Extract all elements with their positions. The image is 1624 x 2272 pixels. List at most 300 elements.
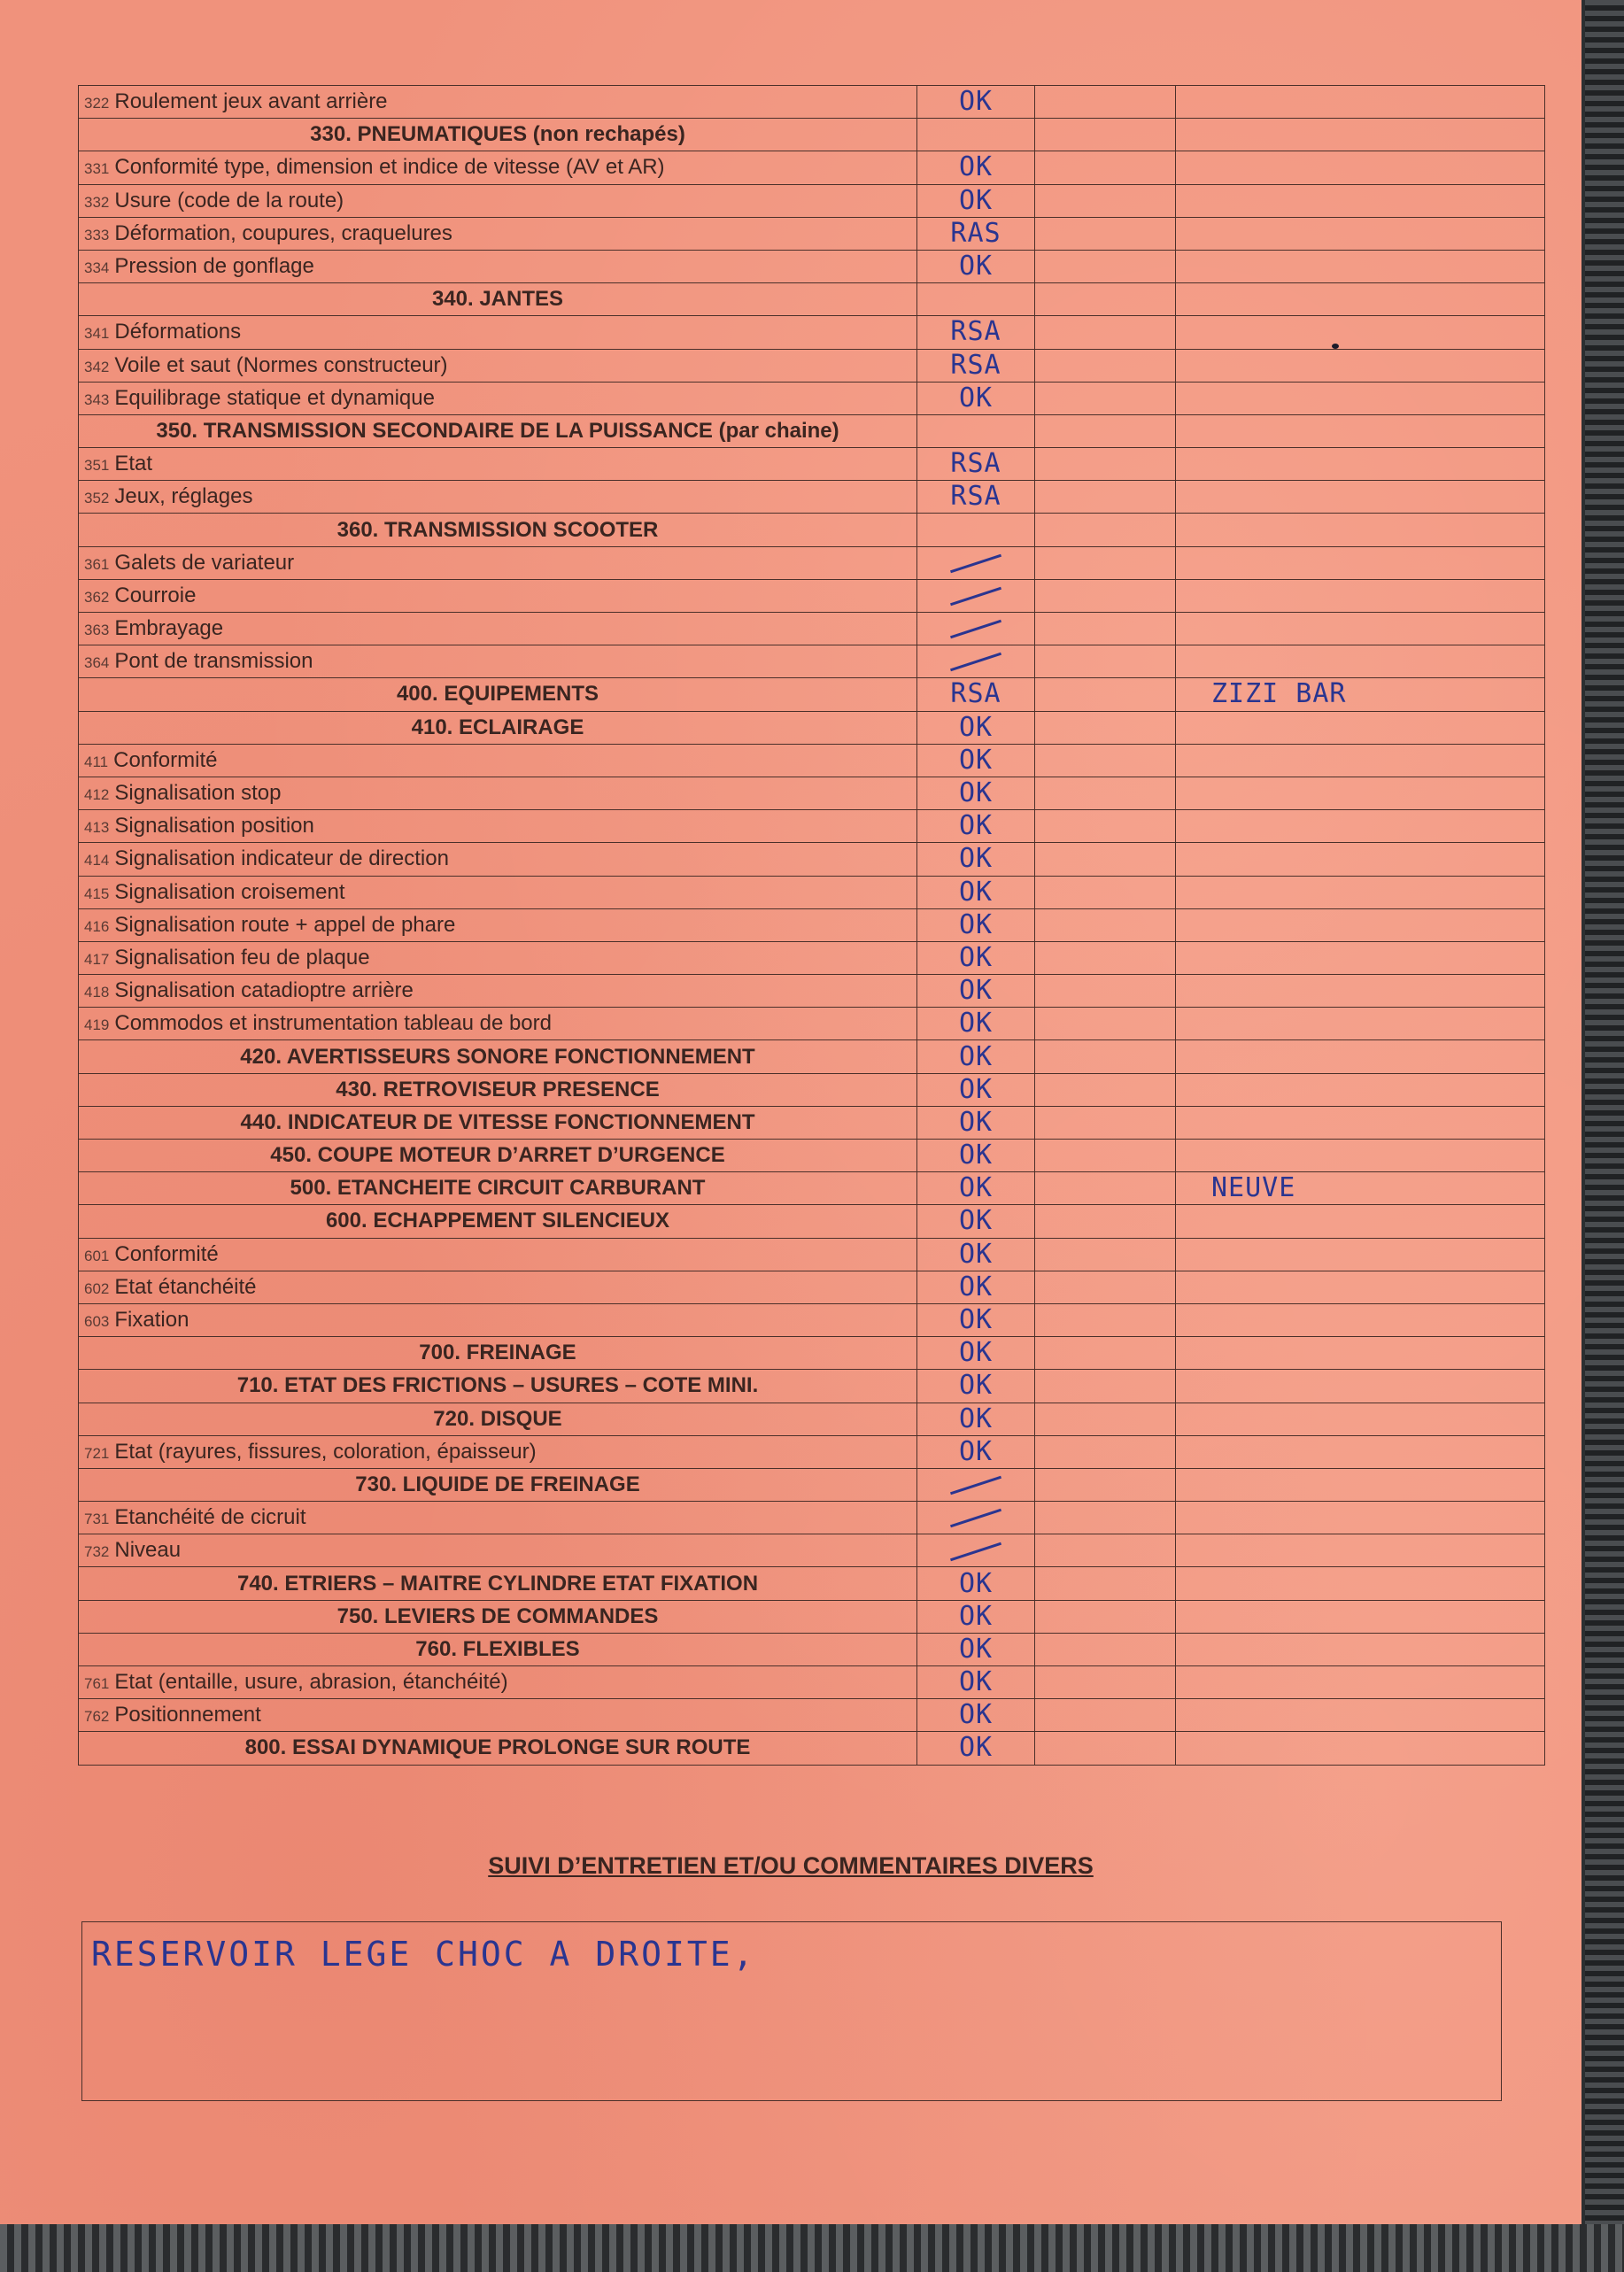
status-cell (917, 678, 1035, 711)
handwritten-status: OK (958, 86, 994, 118)
item-label-cell (79, 1303, 917, 1336)
item-code: 361 (84, 555, 110, 573)
item-label-cell (79, 546, 917, 579)
item-label: Signalisation indicateur de direction (114, 846, 449, 871)
item-code: 363 (84, 622, 110, 639)
table-row (79, 1008, 1545, 1040)
item-label-cell (79, 1403, 917, 1435)
item-label: Conformité type, dimension et indice de vitesse (AV et AR) (114, 155, 665, 180)
handwritten-status: RSA (950, 316, 1001, 348)
comment-cell (1176, 382, 1545, 414)
empty-cell (1035, 414, 1176, 447)
inspection-checklist-table (78, 85, 1545, 1766)
handwritten-status: OK (958, 184, 994, 216)
table-row (79, 1435, 1545, 1468)
comment-cell (1176, 1172, 1545, 1205)
handwritten-status: OK (958, 151, 994, 183)
handwritten-status: OK (958, 1140, 994, 1171)
item-label: Usure (code de la route) (114, 188, 344, 213)
handwritten-status: OK (958, 1370, 994, 1402)
status-cell (917, 382, 1035, 414)
empty-cell (1035, 876, 1176, 908)
handwritten-status: OK (958, 1567, 994, 1599)
status-cell (917, 448, 1035, 481)
table-row (79, 1403, 1545, 1435)
item-label-cell (79, 1600, 917, 1633)
empty-cell (1035, 1073, 1176, 1106)
not-applicable-mark (950, 1509, 1001, 1527)
item-label: Positionnement (114, 1703, 261, 1727)
status-cell (917, 1040, 1035, 1073)
empty-cell (1035, 1567, 1176, 1600)
comment-cell (1176, 1435, 1545, 1468)
empty-cell (1035, 975, 1176, 1008)
item-code: 362 (84, 588, 110, 606)
comment-cell (1176, 1370, 1545, 1403)
empty-cell (1035, 1140, 1176, 1172)
item-label: Voile et saut (Normes constructeur) (114, 352, 448, 377)
empty-cell (1035, 777, 1176, 809)
table-row (79, 151, 1545, 184)
comment-cell (1176, 810, 1545, 843)
item-code: 601 (84, 1247, 110, 1264)
item-label-cell (79, 1567, 917, 1600)
empty-cell (1035, 1172, 1176, 1205)
status-cell (917, 1271, 1035, 1303)
table-row (79, 777, 1545, 809)
empty-cell (1035, 382, 1176, 414)
item-label: Conformité (114, 1241, 219, 1266)
table-row (79, 448, 1545, 481)
handwritten-status: OK (958, 1666, 994, 1698)
handwritten-status: OK (958, 1435, 994, 1467)
empty-cell (1035, 1337, 1176, 1370)
table-row (79, 613, 1545, 645)
item-code: 364 (84, 654, 110, 672)
table-row (79, 1534, 1545, 1567)
comment-cell (1176, 184, 1545, 217)
table-row (79, 1468, 1545, 1501)
comment-cell (1176, 86, 1545, 119)
handwritten-status: OK (958, 1040, 994, 1072)
comment-cell (1176, 1073, 1545, 1106)
item-label: Déformation, coupures, craquelures (114, 220, 452, 245)
comment-cell (1176, 1205, 1545, 1238)
table-row (79, 217, 1545, 250)
empty-cell (1035, 1370, 1176, 1403)
comment-cell (1176, 678, 1545, 711)
table-row (79, 975, 1545, 1008)
comment-cell (1176, 151, 1545, 184)
table-row (79, 1040, 1545, 1073)
table-row (79, 678, 1545, 711)
empty-cell (1035, 481, 1176, 514)
item-label-cell (79, 86, 917, 119)
status-cell (917, 579, 1035, 612)
status-cell (917, 876, 1035, 908)
table-row (79, 119, 1545, 151)
empty-cell (1035, 1238, 1176, 1271)
table-row (79, 579, 1545, 612)
status-cell (917, 86, 1035, 119)
not-applicable-mark (950, 620, 1001, 638)
empty-cell (1035, 1106, 1176, 1139)
status-cell (917, 908, 1035, 941)
status-cell (917, 941, 1035, 974)
item-label: 450. COUPE MOTEUR D’ARRET D’URGENCE (270, 1143, 725, 1168)
item-label-cell (79, 975, 917, 1008)
handwritten-status: OK (958, 941, 994, 973)
comment-cell (1176, 1666, 1545, 1699)
comment-cell (1176, 1106, 1545, 1139)
comment-cell (1176, 349, 1545, 382)
empty-cell (1035, 744, 1176, 777)
table-row (79, 1633, 1545, 1665)
empty-cell (1035, 579, 1176, 612)
empty-cell (1035, 217, 1176, 250)
table-row (79, 1370, 1545, 1403)
comment-cell (1176, 645, 1545, 678)
handwritten-status: OK (958, 1271, 994, 1302)
item-code: 413 (84, 819, 110, 837)
empty-cell (1035, 1303, 1176, 1336)
table-row (79, 86, 1545, 119)
empty-cell (1035, 546, 1176, 579)
status-cell (917, 1106, 1035, 1139)
item-label-cell (79, 1732, 917, 1765)
item-label-cell (79, 481, 917, 514)
item-code: 343 (84, 390, 110, 408)
item-code: 331 (84, 160, 110, 178)
table-row (79, 1205, 1545, 1238)
item-label-cell (79, 283, 917, 316)
status-cell (917, 514, 1035, 546)
comment-cell (1176, 711, 1545, 744)
item-label: Etat étanchéité (114, 1274, 257, 1299)
item-label: 360. TRANSMISSION SCOOTER (336, 517, 659, 542)
item-label-cell (79, 579, 917, 612)
status-cell (917, 1403, 1035, 1435)
status-cell (917, 1303, 1035, 1336)
item-label: 420. AVERTISSEURS SONORE FONCTIONNEMENT (240, 1044, 755, 1069)
status-cell (917, 975, 1035, 1008)
item-label: 760. FLEXIBLES (415, 1636, 580, 1661)
empty-cell (1035, 908, 1176, 941)
item-code: 351 (84, 457, 110, 475)
status-cell (917, 1699, 1035, 1732)
item-code: 419 (84, 1016, 110, 1034)
handwritten-status: OK (958, 1008, 994, 1039)
item-label-cell (79, 1699, 917, 1732)
handwritten-note: NEUVE (1211, 1172, 1296, 1204)
item-label-cell (79, 1435, 917, 1468)
status-cell (917, 711, 1035, 744)
comment-cell (1176, 744, 1545, 777)
empty-cell (1035, 1666, 1176, 1699)
status-cell (917, 217, 1035, 250)
table-row (79, 810, 1545, 843)
table-row (79, 1140, 1545, 1172)
not-applicable-mark (950, 653, 1001, 671)
handwritten-status: OK (958, 1600, 994, 1632)
item-label: 800. ESSAI DYNAMIQUE PROLONGE SUR ROUTE (244, 1735, 751, 1760)
comment-cell (1176, 1337, 1545, 1370)
table-row (79, 1073, 1545, 1106)
item-label: 350. TRANSMISSION SECONDAIRE DE LA PUISSANCE (par chaine) (156, 418, 839, 443)
empty-cell (1035, 941, 1176, 974)
status-cell (917, 1073, 1035, 1106)
status-cell (917, 1666, 1035, 1699)
item-label: Fixation (114, 1308, 189, 1333)
status-cell (917, 1633, 1035, 1665)
table-row (79, 414, 1545, 447)
item-label: 750. LEVIERS DE COMMANDES (336, 1604, 659, 1628)
comment-cell (1176, 777, 1545, 809)
item-label: Etanchéité de cicruit (114, 1505, 306, 1530)
item-label: 340. JANTES (431, 287, 564, 312)
status-cell (917, 481, 1035, 514)
item-label-cell (79, 941, 917, 974)
item-label-cell (79, 151, 917, 184)
status-cell (917, 119, 1035, 151)
table-row (79, 1106, 1545, 1139)
item-label-cell (79, 250, 917, 282)
handwritten-status: OK (958, 1238, 994, 1270)
status-cell (917, 184, 1035, 217)
comment-cell (1176, 1502, 1545, 1534)
table-row (79, 1567, 1545, 1600)
item-code: 731 (84, 1511, 110, 1528)
empty-cell (1035, 810, 1176, 843)
status-cell (917, 316, 1035, 349)
table-row (79, 1666, 1545, 1699)
item-label: 410. ECLAIRAGE (411, 715, 584, 739)
comment-cell (1176, 1238, 1545, 1271)
item-label-cell (79, 1666, 917, 1699)
empty-cell (1035, 86, 1176, 119)
comment-cell (1176, 1468, 1545, 1501)
comment-cell (1176, 283, 1545, 316)
status-cell (917, 1337, 1035, 1370)
item-label-cell (79, 1008, 917, 1040)
handwritten-status: OK (958, 1337, 994, 1369)
status-cell (917, 613, 1035, 645)
comment-cell (1176, 1040, 1545, 1073)
comment-cell (1176, 316, 1545, 349)
item-label: Signalisation stop (114, 781, 282, 806)
comment-cell (1176, 941, 1545, 974)
item-label-cell (79, 414, 917, 447)
handwritten-status: OK (958, 975, 994, 1007)
item-code: 352 (84, 490, 110, 507)
status-cell (917, 1172, 1035, 1205)
item-label: Signalisation position (114, 814, 314, 838)
handwritten-status: OK (958, 251, 994, 282)
item-label-cell (79, 1271, 917, 1303)
status-cell (917, 645, 1035, 678)
comment-cell (1176, 975, 1545, 1008)
item-label: Embrayage (114, 616, 224, 641)
item-label: Equilibrage statique et dynamique (114, 385, 435, 410)
item-code: 418 (84, 984, 110, 1001)
handwritten-status: RSA (950, 448, 1001, 480)
status-cell (917, 1732, 1035, 1765)
table-row (79, 744, 1545, 777)
comment-cell (1176, 1271, 1545, 1303)
table-row (79, 1699, 1545, 1732)
comment-cell (1176, 579, 1545, 612)
empty-cell (1035, 1502, 1176, 1534)
item-label: 440. INDICATEUR DE VITESSE FONCTIONNEMENT (240, 1109, 755, 1134)
status-cell (917, 1468, 1035, 1501)
handwritten-status: OK (958, 1106, 994, 1138)
item-label-cell (79, 1337, 917, 1370)
status-cell (917, 843, 1035, 876)
handwritten-status: OK (958, 810, 994, 842)
handwritten-status: OK (958, 1732, 994, 1764)
item-label-cell (79, 184, 917, 217)
item-label-cell (79, 777, 917, 809)
item-label: Niveau (114, 1538, 182, 1563)
item-code: 342 (84, 358, 110, 375)
item-label: 600. ECHAPPEMENT SILENCIEUX (325, 1209, 670, 1233)
item-label-cell (79, 119, 917, 151)
item-label-cell (79, 514, 917, 546)
item-label-cell (79, 1370, 917, 1403)
not-applicable-mark (950, 554, 1001, 573)
table-row (79, 1271, 1545, 1303)
handwritten-status: OK (958, 1172, 994, 1204)
item-label-cell (79, 1172, 917, 1205)
status-cell (917, 349, 1035, 382)
item-label: 500. ETANCHEITE CIRCUIT CARBURANT (290, 1176, 706, 1201)
item-label: Roulement jeux avant arrière (114, 89, 388, 114)
item-label-cell (79, 810, 917, 843)
status-cell (917, 810, 1035, 843)
item-code: 334 (84, 259, 110, 277)
empty-cell (1035, 1699, 1176, 1732)
item-code: 603 (84, 1313, 110, 1331)
status-cell (917, 1534, 1035, 1567)
table-row (79, 481, 1545, 514)
item-label: Courroie (114, 583, 197, 607)
comments-heading: SUIVI D’ENTRETIEN ET/OU COMMENTAIRES DIVERS (488, 1852, 1094, 1879)
item-label: 430. RETROVISEUR PRESENCE (336, 1077, 660, 1101)
item-code: 333 (84, 226, 110, 243)
status-cell (917, 777, 1035, 809)
status-cell (917, 1600, 1035, 1633)
table-row (79, 184, 1545, 217)
item-code: 412 (84, 786, 110, 804)
status-cell (917, 1502, 1035, 1534)
empty-cell (1035, 250, 1176, 282)
item-code: 416 (84, 917, 110, 935)
item-label-cell (79, 1502, 917, 1534)
handwritten-note: ZIZI BAR (1211, 678, 1347, 710)
handwritten-status: OK (958, 744, 994, 776)
table-row (79, 1502, 1545, 1534)
comment-cell (1176, 1633, 1545, 1665)
status-cell (917, 414, 1035, 447)
table-row (79, 514, 1545, 546)
empty-cell (1035, 678, 1176, 711)
item-label: 740. ETRIERS – MAITRE CYLINDRE ETAT FIXATION (236, 1571, 759, 1596)
table-row (79, 283, 1545, 316)
item-label: 720. DISQUE (433, 1406, 562, 1431)
empty-cell (1035, 1205, 1176, 1238)
comments-box (81, 1921, 1502, 2101)
item-label-cell (79, 448, 917, 481)
item-label-cell (79, 217, 917, 250)
plastic-sleeve-edge (1585, 0, 1624, 2272)
item-label: Signalisation croisement (114, 879, 345, 904)
item-label-cell (79, 1468, 917, 1501)
empty-cell (1035, 1040, 1176, 1073)
status-cell (917, 1140, 1035, 1172)
handwritten-status: OK (958, 777, 994, 809)
item-code: 415 (84, 885, 110, 902)
comment-cell (1176, 1567, 1545, 1600)
table-row (79, 250, 1545, 282)
item-label-cell (79, 908, 917, 941)
item-label-cell (79, 744, 917, 777)
not-applicable-mark (950, 587, 1001, 606)
item-label: Pont de transmission (114, 649, 313, 674)
empty-cell (1035, 711, 1176, 744)
item-code: 417 (84, 950, 110, 968)
status-cell (917, 546, 1035, 579)
item-label-cell (79, 382, 917, 414)
empty-cell (1035, 843, 1176, 876)
item-code: 341 (84, 325, 110, 343)
handwritten-status: OK (958, 1073, 994, 1105)
not-applicable-mark (950, 1476, 1001, 1495)
handwritten-status: OK (958, 1633, 994, 1665)
comment-cell (1176, 1140, 1545, 1172)
item-label: Déformations (114, 320, 242, 344)
item-label: Etat (114, 452, 153, 476)
table-row (79, 1600, 1545, 1633)
empty-cell (1035, 1732, 1176, 1765)
comment-cell (1176, 217, 1545, 250)
handwritten-status: OK (958, 1205, 994, 1237)
table-row (79, 876, 1545, 908)
item-label: Signalisation feu de plaque (114, 945, 370, 970)
empty-cell (1035, 1600, 1176, 1633)
comment-cell (1176, 1600, 1545, 1633)
empty-cell (1035, 1633, 1176, 1665)
item-label: 400. EQUIPEMENTS (396, 682, 599, 707)
table-row (79, 645, 1545, 678)
item-label-cell (79, 1040, 917, 1073)
item-label-cell (79, 1073, 917, 1106)
item-label-cell (79, 678, 917, 711)
empty-cell (1035, 514, 1176, 546)
table-row (79, 546, 1545, 579)
plastic-sleeve-edge-bottom (0, 2224, 1624, 2272)
comment-cell (1176, 1403, 1545, 1435)
table-row (79, 1337, 1545, 1370)
item-label-cell (79, 1238, 917, 1271)
table-row (79, 1732, 1545, 1765)
table-row (79, 908, 1545, 941)
item-label: Etat (entaille, usure, abrasion, étanchéité) (114, 1670, 508, 1695)
empty-cell (1035, 1435, 1176, 1468)
comment-cell (1176, 1008, 1545, 1040)
empty-cell (1035, 645, 1176, 678)
empty-cell (1035, 613, 1176, 645)
item-label-cell (79, 1140, 917, 1172)
